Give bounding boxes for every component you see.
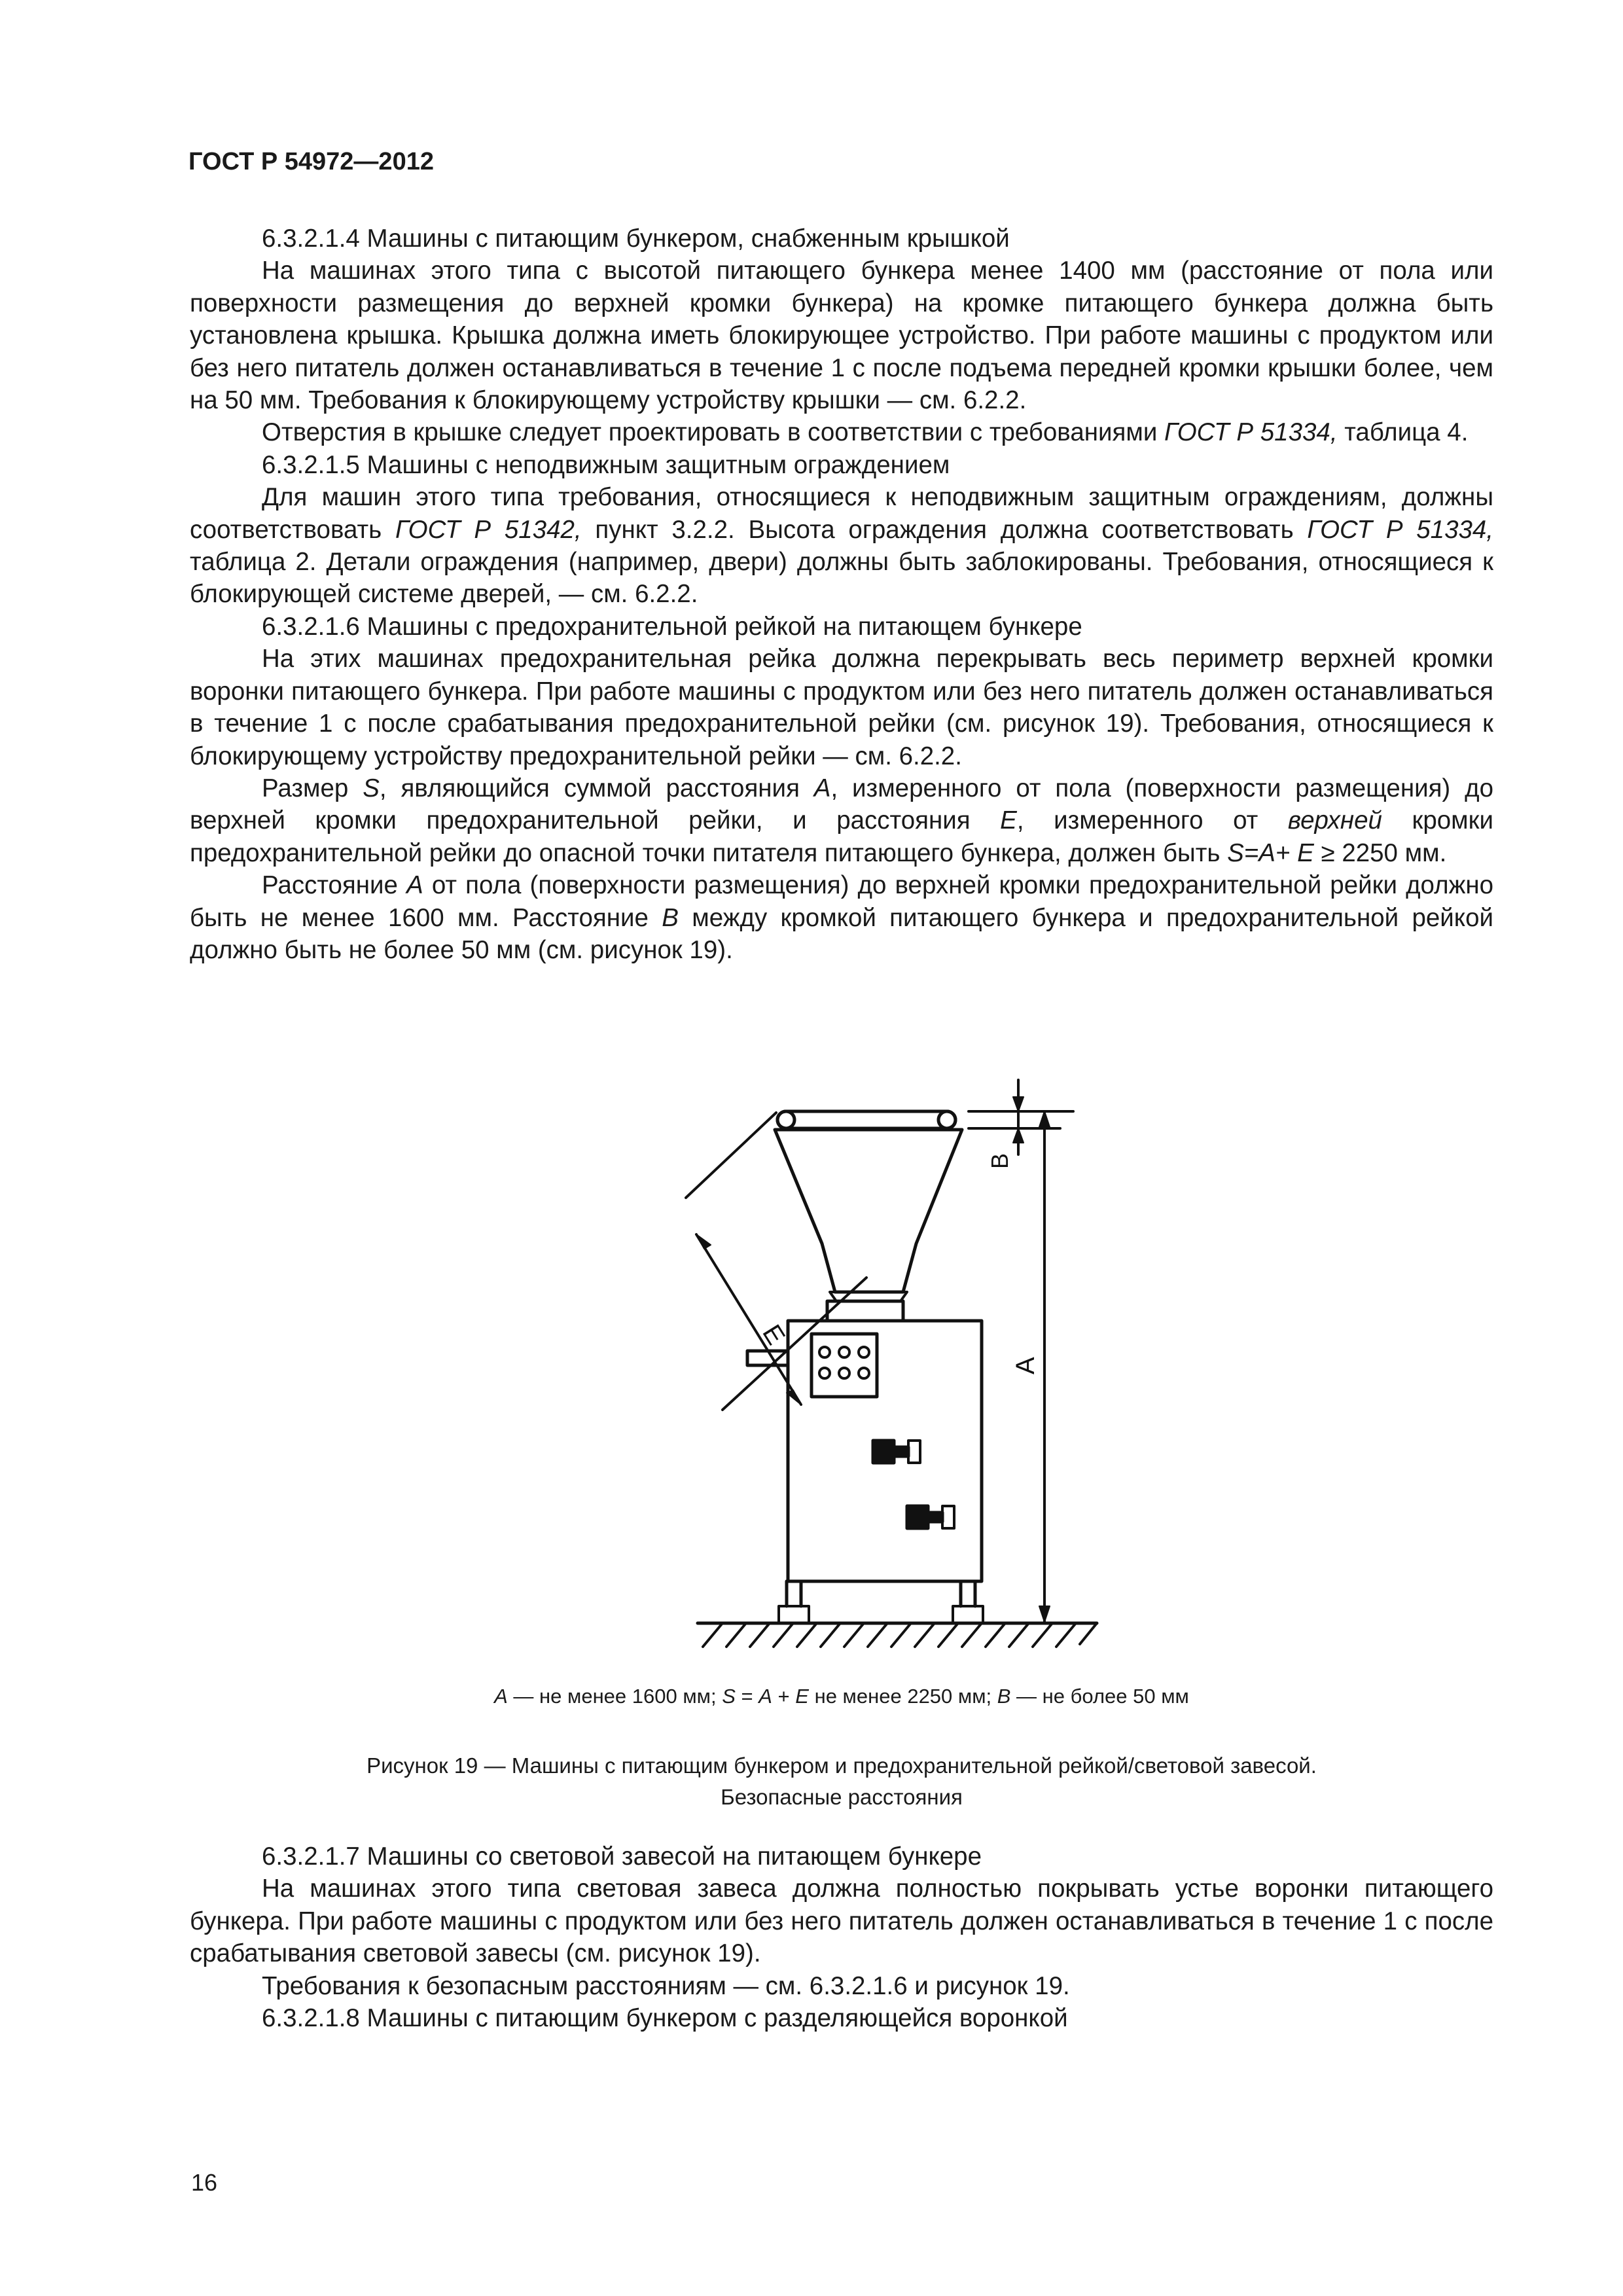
caption-line-1: Рисунок 19 — Машины с питающим бункером и предохранительной рейкой/световой завесой. [366, 1753, 1317, 1778]
figure-19-drawing [654, 1073, 1152, 1662]
dimension-e-extension-top [686, 1113, 776, 1198]
body-text-top [190, 223, 1493, 966]
dimension-b-label: B [986, 1153, 1013, 1169]
paragraph: 6.3.2.1.6 Машины с предохранительной рейкой на питающем бункере [262, 612, 1082, 641]
machine-foot-right [953, 1606, 983, 1623]
door-handle-lower [907, 1506, 954, 1528]
paragraph: На этих машинах предохранительная рейка должна перекрывать весь периметр верхней кромки воронки питающего бункера. При работе машины с продуктом или без него питатель должен останавливаться в течение 1 с после срабатывания предохранительной рейки (см. рисунок 19). Требования, относящиеся к блокирующему устройству предохранительной рейки — см. 6.2.2. [190, 645, 1493, 770]
paragraph: 6.3.2.1.7 Машины со световой завесой на питающем бункере [262, 1842, 982, 1871]
paragraph: 6.3.2.1.4 Машины с питающим бункером, снабженным крышкой [262, 224, 1010, 253]
paragraph: На машинах этого типа световая завеса должна полностью покрывать устье воронки питающего бункера. При работе машины с продуктом или без него питатель должен останавливаться в течение 1 с после срабатывания световой завесы (см. рисунок 19). [190, 1874, 1493, 1968]
paragraph: 6.3.2.1.5 Машины с неподвижным защитным ограждением [262, 450, 950, 479]
paragraph: Требования к безопасным расстояниям — см. 6.3.2.1.6 и рисунок 19. [262, 1971, 1070, 2000]
dimension-e-label: E [757, 1319, 791, 1350]
figure-legend: A — не менее 1600 мм; S = A + E не менее 2250 мм; B — не более 50 мм [494, 1685, 1189, 1708]
paragraph: Отверстия в крышке следует проектировать в соответствии с требованиями ГОСТ Р 51334, таблица 4. [262, 418, 1469, 447]
dimension-e-line [696, 1234, 801, 1405]
door-handle-upper [873, 1441, 920, 1463]
dimension-e-extension-bottom [722, 1278, 866, 1410]
safety-bar [777, 1111, 955, 1128]
body-text-bottom [190, 1840, 1493, 2034]
ground-hatching [703, 1623, 1097, 1647]
control-panel [812, 1334, 877, 1397]
caption-line-2: Безопасные расстояния [721, 1785, 963, 1809]
figure-caption [190, 1750, 1493, 1813]
paragraph: Для машин этого типа требования, относящиеся к неподвижным защитным ограждениям, должны соответствовать ГОСТ Р 51342, пункт 3.2.2. Высота ограждения должна соответствовать ГОСТ Р 51334, таблица 2. Детали ограждения (например, двери) должны быть заблокированы. Требования, относящиеся к блокирующей системе дверей, — см. 6.2.2. [190, 483, 1494, 609]
feeder-shaft [747, 1351, 788, 1365]
document-header: ГОСТ Р 54972—2012 [188, 148, 434, 175]
paragraph: На машинах этого типа с высотой питающего бункера менее 1400 мм (расстояние от пола или поверхности размещения до верхней кромки бункера) на кромке питающего бункера должна быть установлена крышка. Крышка должна иметь блокирующее устройство. При работе машины с продуктом или без него питатель должен останавливаться в течение 1 с после подъема передней кромки крышки более, чем на 50 мм. Требования к блокирующему устройству крышки — см. 6.2.2. [190, 257, 1493, 415]
control-buttons [819, 1347, 869, 1378]
dimension-a-label: A [1011, 1357, 1040, 1374]
page-number: 16 [191, 2169, 218, 2196]
paragraph: Размер S, являющийся суммой расстояния А, измеренного от пола (поверхности размещения) до верхней кромки предохранительной рейки, и расстояния Е, измеренного от верхней кромки предохранительной рейки до опасной точки питателя питающего бункера, должен быть S=A+ E ≥ 2250 мм. [190, 774, 1494, 867]
feed-hopper-funnel [775, 1130, 962, 1292]
paragraph: 6.3.2.1.8 Машины с питающим бункером с разделяющейся воронкой [262, 2004, 1068, 2033]
machine-foot-left [779, 1606, 809, 1623]
paragraph: Расстояние А от пола (поверхности размещения) до верхней кромки предохранительной рейки должно быть не менее 1600 мм. Расстояние В между кромкой питающего бункера и предохранительной рейкой должно быть не более 50 мм (см. рисунок 19). [190, 871, 1494, 964]
